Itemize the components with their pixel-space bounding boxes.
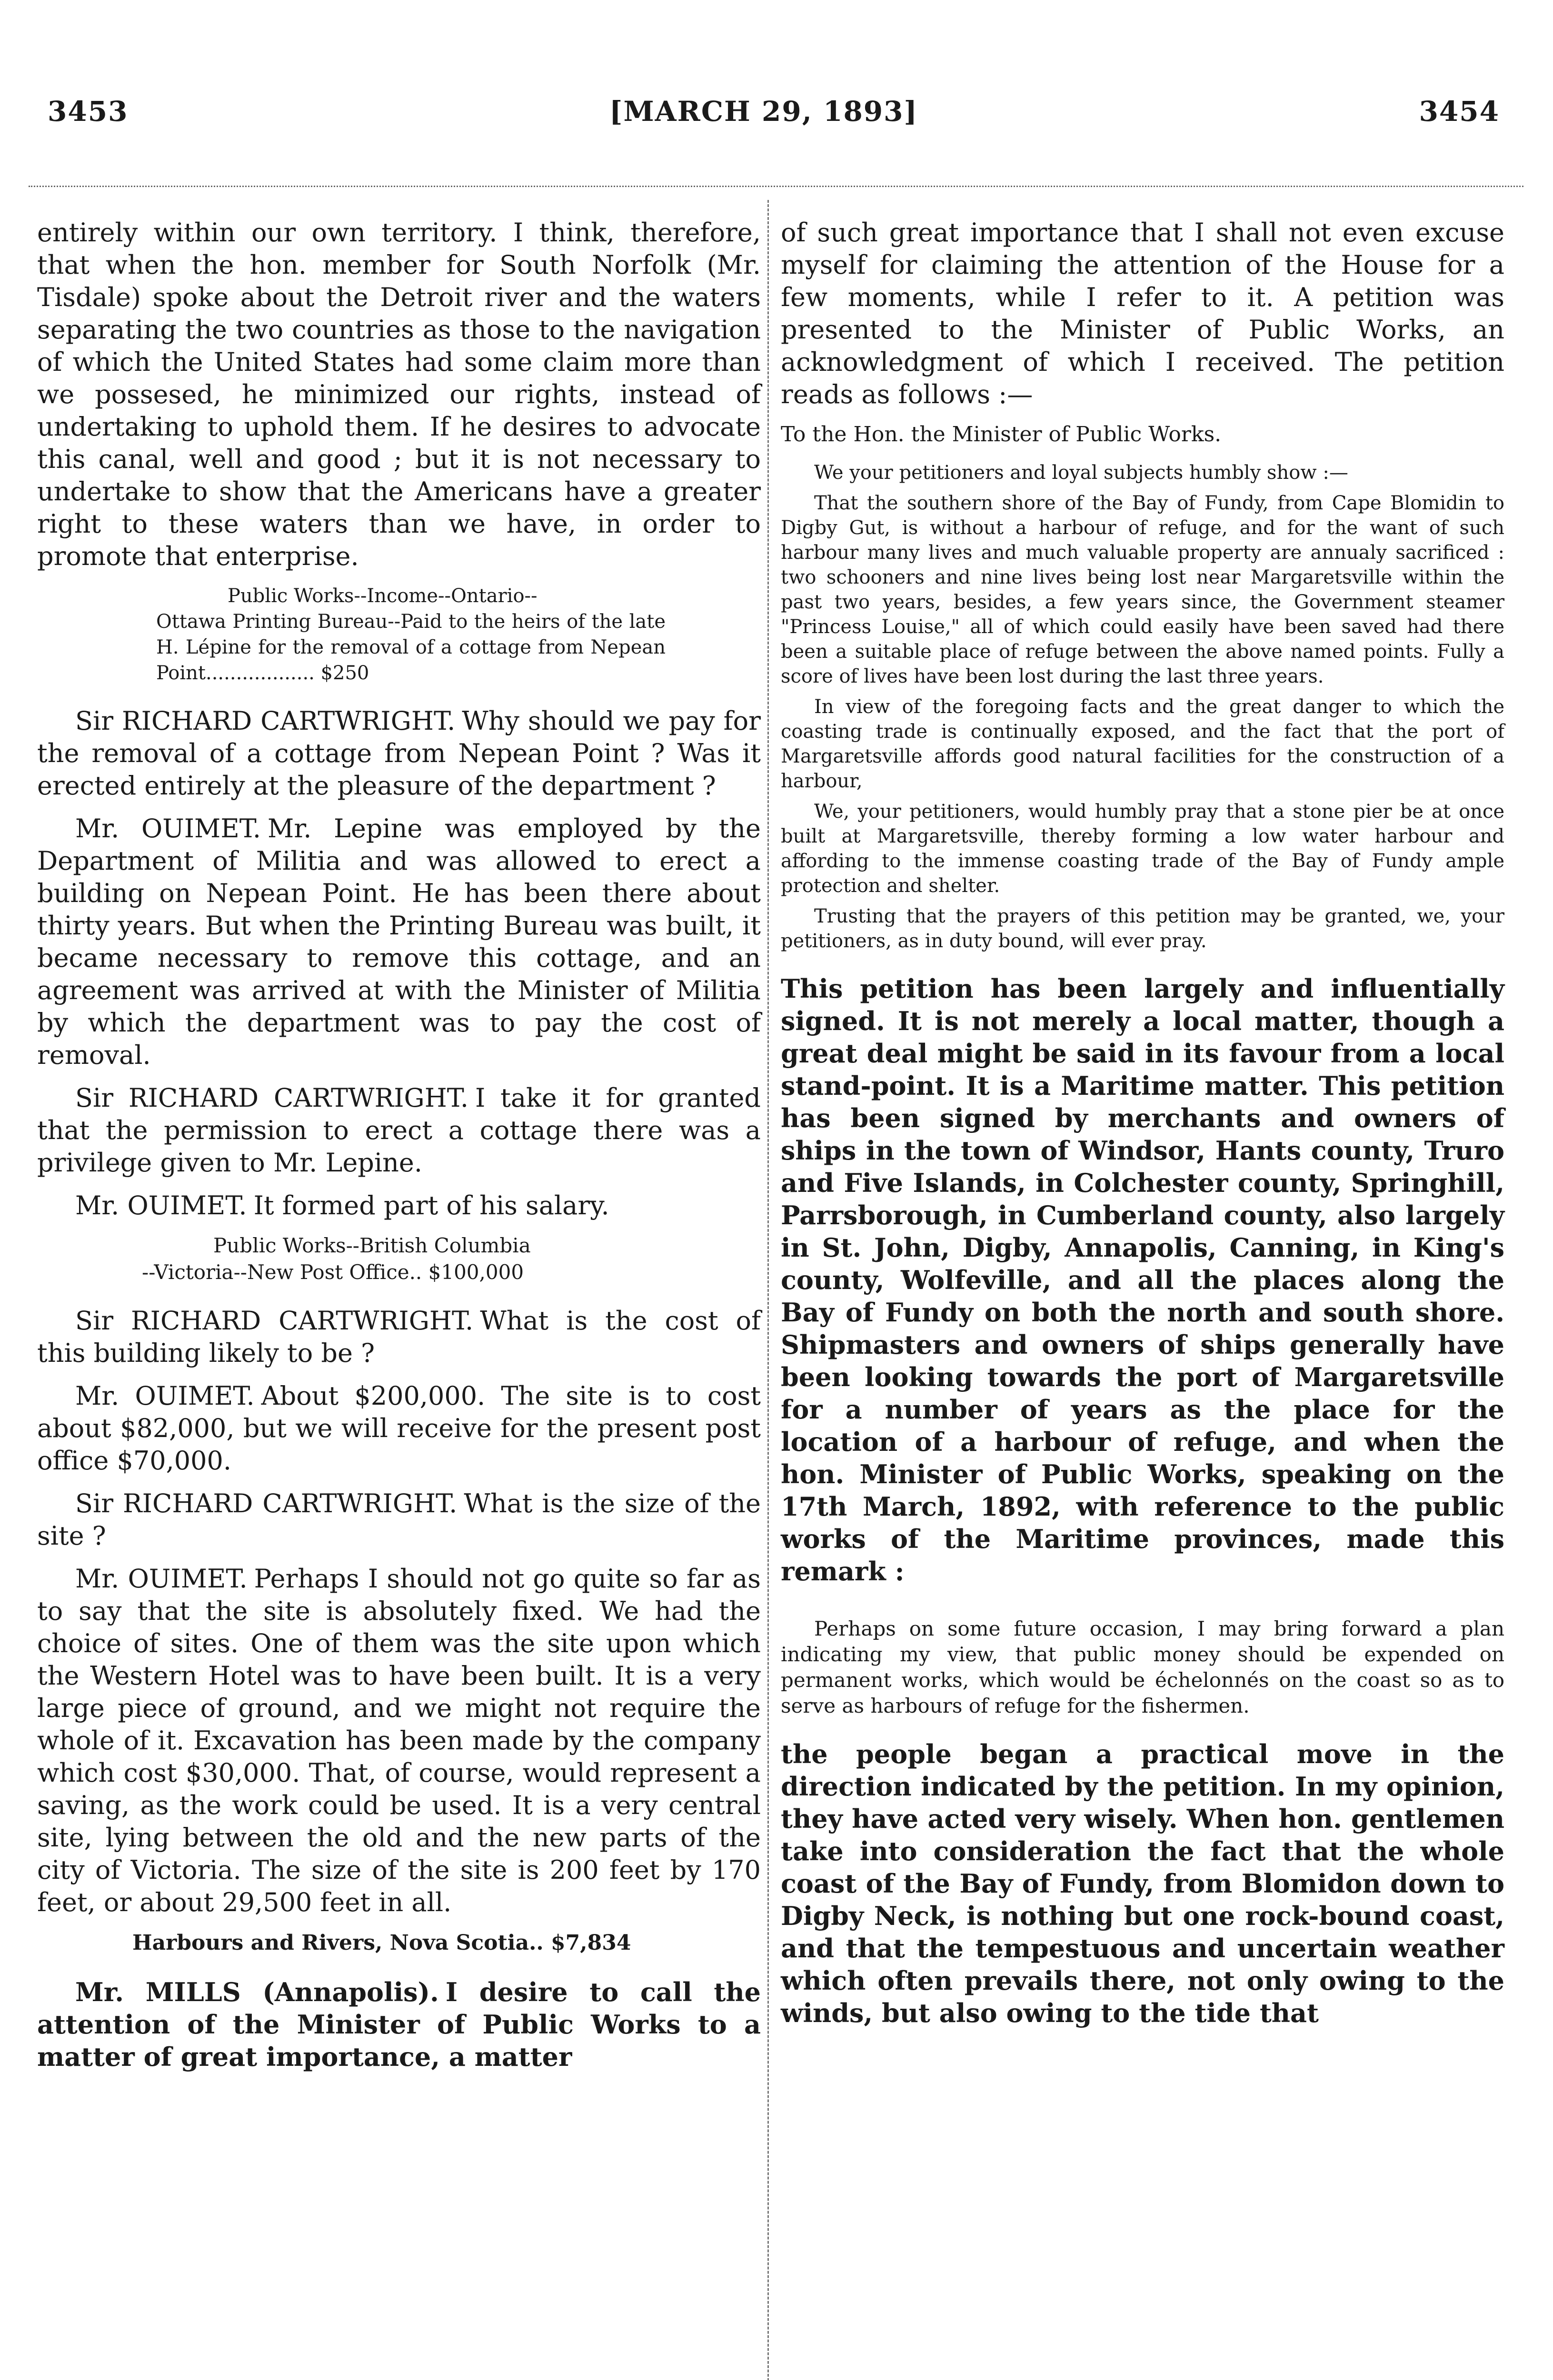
speech — [37, 1380, 761, 1477]
estimate-item-heading: Public Works--British Columbia — [213, 1234, 531, 1257]
block-quote: Perhaps on some future occasion, I may bring forward a plan indicating my view, that public money should be expended on permanent works, which would be échelonnés on the coast so as to serve as harbours of refuge for the fishermen. — [781, 1617, 1504, 1717]
estimate-item-detail: Ottawa Printing Bureau--Paid to the heirs of the late H. Lépine for the removal of a cottage from Nepean Point.................. $250 — [156, 611, 666, 684]
page-header — [38, 95, 1514, 138]
speech — [37, 1976, 761, 2073]
speech-text: About $200,000. The site is to cost about $82,000, but we will receive for the present post office $70,000. — [37, 1381, 761, 1476]
estimate-item-heading: Public Works--Income--Ontario-- — [228, 585, 538, 607]
estimate-item — [37, 583, 761, 686]
petition-paragraph: In view of the foregoing facts and the great danger to which the coasting trade is continually exposed, and the fact that the port of Margaretsville affords good natural facilities for the construction of a harbour, — [781, 696, 1504, 792]
speech-text: Why should we pay for the removal of a cottage from Nepean Point ? Was it erected entirely at the pleasure of the department ? — [37, 706, 761, 801]
speech-text: What is the size of the site ? — [37, 1488, 761, 1551]
petition-paragraph: We your petitioners and loyal subjects humbly show :— — [814, 462, 1348, 484]
speech-text: What is the cost of this building likely to be ? — [37, 1306, 761, 1368]
header-rule — [29, 186, 1523, 187]
petition-paragraph: Trusting that the prayers of this petition may be granted, we, your petitioners, as in duty bound, will ever pray. — [781, 905, 1504, 952]
speaker-name: Mr. OUIMET. — [75, 1190, 247, 1220]
speaker-name: Sir RICHARD CARTWRIGHT. — [75, 1083, 469, 1113]
estimate-item-detail: --Victoria--New Post Office.. $100,000 — [142, 1260, 524, 1284]
speech-text: Perhaps I should not go quite so far as to say that the site is absolutely fixed. We had the choice of sites. One of them was the site upon which the Western Hotel was to have been built. It is a very large piece of ground, and we might not require the whole of it. Excavation has been made by the company which cost $30,000. That, of course, would represent a saving, as the work could be used. It is a very central site, lying between the old and the new parts of the city of Victoria. The size of the site is 200 feet by 170 feet, or about 29,500 feet in all. — [37, 1564, 761, 1917]
speech — [37, 1563, 761, 1919]
paragraph: This petition has been largely and influentially signed. It is not merely a local matter, though a great deal might be said in its favour from a local stand-point. It is a Maritime matter. This petition has been signed by merchants and owners of ships in the town of Windsor, Hants county, Truro and Five Islands, in Colchester county, Springhill, Parrsborough, in Cumberland county, also largely in St. John, Digby, Annapolis, Canning, in King's county, Wolfeville, and all the places along the Bay of Fundy on both the north and south shore. Shipmasters and owners of ships generally have been looking towards the port of Margaretsville for a number of years as the place for the location of a harbour of refuge, and when the hon. Minister of Public Works, speaking on the 17th March, 1892, with reference to the public works of the Maritime provinces, made this remark : — [781, 973, 1504, 1587]
speech-text: I desire to call the attention of the Minister of Public Works to a matter of great importance, a matter — [37, 1977, 761, 2072]
speech-text: Mr. Lepine was employed by the Department of Militia and was allowed to erect a building on Nepean Point. He has been there about thirty years. But when the Printing Bureau was built, it became necessary to remove this cottage, and an agreement was arrived at with the Minister of Militia by which the department was to pay the cost of removal. — [37, 813, 761, 1070]
paragraph: of such great importance that I shall not even excuse myself for claiming the attention of the House for a few moments, while I refer to it. A petition was presented to the Minister of Public Works, an acknowledgment of which I received. The petition reads as follows :— — [781, 218, 1504, 409]
speaker-name: Mr. OUIMET. — [75, 813, 261, 843]
speech — [37, 1305, 761, 1369]
page-number-right: 3454 — [1419, 95, 1500, 128]
speaker-name: Mr. MILLS (Annapolis). — [75, 1977, 439, 2007]
petition-paragraph: That the southern shore of the Bay of Fundy, from Cape Blomidin to Digby Gut, is without a harbour of refuge, and for the want of such harbour many lives and much valuable property are annualy sacrificed : two schooners and nine lives being lost near Margaretsville within the past two years, besides, a few years since, the Government steamer "Princess Louise," all of which could easily have been saved had there been a suitable place of refuge between the above named points. Fully a score of lives have been lost during the last three years. — [781, 492, 1504, 687]
speech-text: I take it for granted that the permission to erect a cottage there was a privilege given to Mr. Lepine. — [37, 1083, 761, 1178]
right-column — [781, 217, 1504, 2040]
speech — [37, 1190, 761, 1222]
speech — [37, 705, 761, 802]
speech — [37, 813, 761, 1071]
speech-text: It formed part of his salary. — [253, 1190, 609, 1220]
column-divider — [767, 200, 769, 2380]
left-column — [37, 217, 761, 2083]
speaker-name: Sir RICHARD CARTWRIGHT. — [75, 1488, 458, 1518]
speaker-name: Sir RICHARD CARTWRIGHT. — [75, 1306, 474, 1336]
speaker-name: Sir RICHARD CARTWRIGHT. — [75, 706, 456, 736]
paragraph: entirely within our own territory. I think, therefore, that when the hon. member for South Norfolk (Mr. Tisdale) spoke about the Detroit river and the waters separating the two countries as those to the navigation of which the United States had some claim more than we possesed, he minimized our rights, instead of undertaking to uphold them. If he desires to advocate this canal, well and good ; but it is not necessary to undertake to show that the Americans have a greater right to these waters than we have, in order to promote that enterprise. — [37, 218, 761, 571]
speaker-name: Mr. OUIMET. — [75, 1564, 248, 1594]
page-number-left: 3453 — [48, 95, 129, 128]
paragraph: the people began a practical move in the direction indicated by the petition. In my opinion, they have acted very wisely. When hon. gentlemen take into consideration the fact that the whole coast of the Bay of Fundy, from Blomidon down to Digby Neck, is nothing but one rock-bound coast, and that the tempestuous and uncertain weather which often prevails there, not only owing to the winds, but also owing to the tide that — [781, 1739, 1504, 2028]
petition-paragraph: We, your petitioners, would humbly pray that a stone pier be at once built at Margaretsville, thereby forming a low water harbour and affording to the immense coasting trade of the Bay of Fundy ample protection and shelter. — [781, 801, 1504, 897]
page-date: [MARCH 29, 1893] — [609, 95, 918, 128]
estimate-item: Harbours and Rivers, Nova Scotia.. $7,834 — [132, 1931, 631, 1955]
speaker-name: Mr. OUIMET. — [75, 1381, 255, 1411]
speech — [37, 1488, 761, 1552]
speech — [37, 1082, 761, 1179]
petition-address: To the Hon. the Minister of Public Works. — [781, 422, 1222, 446]
estimate-item — [37, 1232, 761, 1286]
